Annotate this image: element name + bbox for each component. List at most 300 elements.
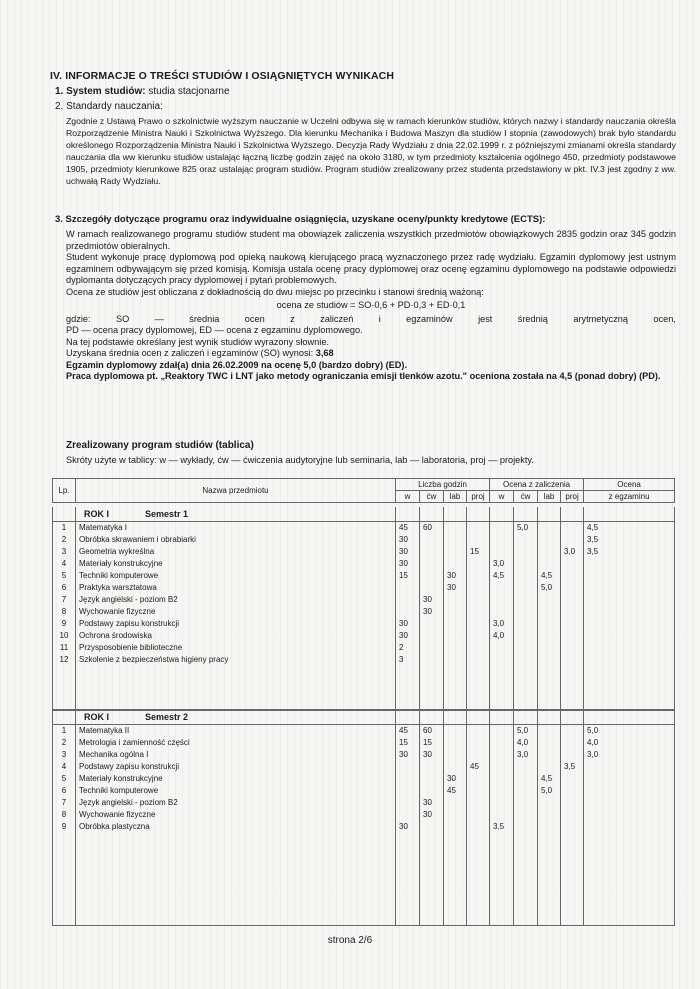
pass-grade-cw (514, 534, 538, 546)
pass-grade-lab (538, 761, 561, 773)
legend-word: SO (115, 313, 130, 324)
hours-w: 30 (396, 821, 420, 833)
pass-grade-lab (538, 522, 561, 535)
pass-grade-lab (538, 546, 561, 558)
hours-lab: 30 (444, 773, 467, 785)
pass-grade-w: 4,0 (490, 630, 514, 642)
row-number: 9 (53, 821, 76, 833)
pass-grade-lab (538, 618, 561, 630)
legend-word: egzaminów (406, 313, 453, 324)
program-paragraph-2: Student wykonuje pracę dyplomową pod opieką naukową kierującego pracą wyznaczonego przez radę wydziału. Egzamin dyplomowy jest ustnym egzaminem odbywającym się przed komisją. Komisja ustala ocenę pracy dyplomowej oraz ocenę egzaminu dyplomowego na podstawie odpowiedzi dyplomanta dotyczących pracy dyplomowej i pytań problemowych. (66, 252, 676, 285)
pass-grade-w (490, 546, 514, 558)
pass-grade-cw (514, 570, 538, 582)
hours-w: 30 (396, 749, 420, 761)
table-row (53, 606, 675, 618)
pass-grade-w (490, 797, 514, 809)
row-number: 1 (53, 522, 76, 535)
hours-w (396, 809, 420, 821)
header-hours-w: w (396, 491, 420, 503)
exam-grade (584, 558, 675, 570)
subject-name: Wychowanie fizyczne (76, 606, 396, 618)
pass-grade-lab (538, 725, 561, 738)
hours-w: 15 (396, 737, 420, 749)
header-pass-cw: ćw (514, 491, 538, 503)
subject-name: Materiały konstrukcyjne (76, 773, 396, 785)
hours-cw: 30 (420, 749, 444, 761)
hours-cw (420, 570, 444, 582)
study-system-value: studia stacjonarne (145, 86, 230, 97)
hours-cw: 30 (420, 797, 444, 809)
exam-grade (584, 654, 675, 666)
year-label: ROK I (84, 712, 110, 722)
pass-grade-proj (561, 606, 584, 618)
hours-proj (467, 570, 490, 582)
diploma-thesis: Praca dyplomowa pt. „Reaktory TWC i LNT jako metody ograniczania emisji tlenków azotu." oceniona została na 4,5 (ponad dobry) (PD). (66, 371, 661, 381)
hours-proj (467, 725, 490, 738)
legend-word: jest (478, 313, 493, 324)
pass-grade-w (490, 642, 514, 654)
hours-proj (467, 582, 490, 594)
hours-proj (467, 630, 490, 642)
exam-grade (584, 761, 675, 773)
hours-cw (420, 618, 444, 630)
header-pass-proj: proj (561, 491, 584, 503)
pass-grade-cw (514, 654, 538, 666)
pass-grade-w: 3,0 (490, 618, 514, 630)
hours-lab (444, 809, 467, 821)
hours-w (396, 606, 420, 618)
pass-grade-cw (514, 785, 538, 797)
pass-grade-w (490, 749, 514, 761)
subject-name: Techniki komputerowe (76, 785, 396, 797)
pass-grade-proj (561, 773, 584, 785)
section-title: IV. INFORMACJE O TREŚCI STUDIÓW I OSIĄGNIĘTYCH WYNIKACH (50, 70, 395, 82)
hours-cw (420, 582, 444, 594)
pass-grade-w (490, 534, 514, 546)
table-row (53, 654, 675, 666)
pass-grade-proj (561, 594, 584, 606)
header-hours-proj: proj (467, 491, 490, 503)
subject-name: Podstawy zapisu konstrukcji (76, 761, 396, 773)
hours-proj (467, 785, 490, 797)
pass-grade-w: 3,5 (490, 821, 514, 833)
subject-name: Język angielski - poziom B2 (76, 797, 396, 809)
year-label: ROK I (84, 509, 110, 519)
pass-grade-proj (561, 785, 584, 797)
table-header (52, 478, 675, 503)
pass-grade-w (490, 582, 514, 594)
table-row (53, 725, 675, 738)
legend-word: średnia (189, 313, 220, 324)
pass-grade-cw: 5,0 (514, 725, 538, 738)
hours-cw (420, 546, 444, 558)
table-row (53, 821, 675, 833)
pass-grade-cw (514, 582, 538, 594)
header-pass-lab: lab (538, 491, 561, 503)
hours-w: 30 (396, 534, 420, 546)
hours-lab (444, 761, 467, 773)
legend-word: ocen (244, 313, 265, 324)
average-grade-value: 3,68 (315, 348, 334, 358)
table-row (53, 630, 675, 642)
hours-cw (420, 558, 444, 570)
subject-name: Geometria wykreślna (76, 546, 396, 558)
row-number: 2 (53, 737, 76, 749)
exam-grade (584, 582, 675, 594)
hours-proj (467, 821, 490, 833)
pass-grade-proj: 3,5 (561, 761, 584, 773)
hours-w (396, 761, 420, 773)
subject-name: Matematyka I (76, 522, 396, 535)
hours-lab: 30 (444, 582, 467, 594)
table-row (53, 594, 675, 606)
teaching-standards-heading: 2. Standardy nauczania: (55, 101, 163, 112)
semester-header-row (53, 507, 675, 522)
hours-cw (420, 630, 444, 642)
hours-cw (420, 642, 444, 654)
average-grade (66, 348, 676, 360)
pass-grade-cw (514, 594, 538, 606)
hours-lab (444, 642, 467, 654)
hours-cw: 60 (420, 725, 444, 738)
hours-lab (444, 618, 467, 630)
pass-grade-lab (538, 654, 561, 666)
subject-name: Szkolenie z bezpieczeństwa higieny pracy (76, 654, 396, 666)
hours-lab (444, 546, 467, 558)
pass-grade-w (490, 725, 514, 738)
subject-name: Podstawy zapisu konstrukcji (76, 618, 396, 630)
exam-grade (584, 773, 675, 785)
hours-w: 30 (396, 618, 420, 630)
hours-w (396, 582, 420, 594)
exam-grade (584, 606, 675, 618)
pass-grade-proj (561, 522, 584, 535)
subject-name: Metrologia i zamienność części (76, 737, 396, 749)
subject-name: Matematyka II (76, 725, 396, 738)
hours-w: 30 (396, 630, 420, 642)
row-number: 11 (53, 642, 76, 654)
hours-proj (467, 737, 490, 749)
pass-grade-lab (538, 809, 561, 821)
table-row (53, 809, 675, 821)
pass-grade-proj (561, 558, 584, 570)
pass-grade-w (490, 606, 514, 618)
pass-grade-cw (514, 558, 538, 570)
header-subject-name: Nazwa przedmiotu (76, 479, 396, 503)
pass-grade-lab (538, 821, 561, 833)
row-number: 8 (53, 809, 76, 821)
pass-grade-lab (538, 642, 561, 654)
header-pass-w: w (490, 491, 514, 503)
hours-proj (467, 797, 490, 809)
hours-proj (467, 558, 490, 570)
hours-cw (420, 654, 444, 666)
pass-grade-lab (538, 737, 561, 749)
semester-header-row (53, 710, 675, 725)
pass-grade-w (490, 761, 514, 773)
pass-grade-lab: 5,0 (538, 785, 561, 797)
subject-name: Mechanika ogólna I (76, 749, 396, 761)
hours-cw (420, 821, 444, 833)
table-row (53, 546, 675, 558)
semester-table (52, 709, 675, 926)
hours-w: 30 (396, 546, 420, 558)
program-details (66, 229, 676, 383)
pass-grade-proj (561, 809, 584, 821)
subject-name: Obróbka plastyczna (76, 821, 396, 833)
row-number: 10 (53, 630, 76, 642)
header-pass-grade: Ocena z zaliczenia (490, 479, 584, 491)
pass-grade-cw (514, 630, 538, 642)
pass-grade-lab (538, 606, 561, 618)
subject-name: Przysposobienie biblioteczne (76, 642, 396, 654)
hours-lab (444, 630, 467, 642)
pass-grade-proj (561, 570, 584, 582)
legend-word: — (154, 313, 164, 324)
pass-grade-proj: 3,0 (561, 546, 584, 558)
formula-legend-line (66, 314, 676, 326)
row-number: 4 (53, 761, 76, 773)
row-number: 3 (53, 749, 76, 761)
row-number: 5 (53, 773, 76, 785)
exam-grade (584, 797, 675, 809)
table-row (53, 522, 675, 535)
program-paragraph-3: Ocena ze studiów jest obliczana z dokładnością do dwu miejsc po przecinku i stanowi średnią ważoną: (66, 286, 484, 297)
header-hours-cw: ćw (420, 491, 444, 503)
table-row (53, 737, 675, 749)
pass-grade-w: 3,0 (490, 558, 514, 570)
subject-name: Wychowanie fizyczne (76, 809, 396, 821)
hours-w (396, 773, 420, 785)
exam-grade: 3,0 (584, 749, 675, 761)
pass-grade-cw: 3,0 (514, 749, 538, 761)
hours-lab (444, 654, 467, 666)
teaching-standards-text: Zgodnie z Ustawą Prawo o szkolnictwie wyższym nauczanie w Uczelni odbywa się w ramach kierunków studiów, których nazwy i standardy nauczania określa Rozporządzenie Ministra Nauki i Szkolnictwa Wyższego. Dla kierunku Mechanika i Budowa Maszyn dla studiów I stopnia (zawodowych) brak było standardu określonego Rozporządzenia Ministra Nauki i Szkolnictwa Wyższego. Decyzja Rady Wydziału z dnia 22.02.1999 r. z późniejszymi zmianami określa standardy nauczania dla ww kierunku studiów ustalając łączną liczbę godzin zajęć na około 3180, w tym przedmioty kształcenia ogólnego 450, przedmioty podstawowe 1905, przedmioty kierunkowe 825 oraz ustalając program studiów. Program studiów zrealizowany przez studenta przedstawiony w pkt. IV.3 jest zgodny z ww. uchwałą Rady Wydziału. (66, 116, 676, 186)
hours-lab (444, 797, 467, 809)
header-hours: Liczba godzin (396, 479, 490, 491)
program-paragraph-5: Na tej podstawie określany jest wynik studiów wyrazony słownie. (66, 336, 329, 347)
hours-lab (444, 594, 467, 606)
formula-legend-continued: PD — ocena pracy dyplomowej, ED — ocena z egzaminu dyplomowego. (66, 325, 363, 335)
pass-grade-proj (561, 749, 584, 761)
hours-lab (444, 821, 467, 833)
semester-label: Semestr 1 (145, 509, 189, 519)
legend-word: gdzie: (66, 313, 91, 324)
header-lp: Lp. (53, 479, 76, 503)
pass-grade-cw: 5,0 (514, 522, 538, 535)
pass-grade-cw (514, 761, 538, 773)
header-exam-grade: Ocena (584, 479, 675, 491)
pass-grade-lab: 4,5 (538, 570, 561, 582)
subject-name: Techniki komputerowe (76, 570, 396, 582)
pass-grade-cw (514, 606, 538, 618)
pass-grade-lab (538, 630, 561, 642)
diploma-exam: Egzamin dyplomowy zdał(a) dnia 26.02.2009 na ocenę 5,0 (bardzo dobry) (ED). (66, 359, 408, 370)
hours-proj: 45 (467, 761, 490, 773)
hours-proj (467, 618, 490, 630)
hours-w (396, 594, 420, 606)
table-filler (53, 833, 675, 926)
semester-label: Semestr 2 (145, 712, 189, 722)
hours-lab (444, 749, 467, 761)
table-filler (53, 666, 675, 711)
legend-word: z (290, 313, 295, 324)
hours-cw (420, 773, 444, 785)
pass-grade-cw (514, 773, 538, 785)
hours-proj (467, 749, 490, 761)
hours-proj (467, 522, 490, 535)
hours-lab (444, 725, 467, 738)
hours-lab (444, 737, 467, 749)
table-row (53, 618, 675, 630)
table-row (53, 749, 675, 761)
row-number: 4 (53, 558, 76, 570)
study-system-label: 1. System studiów: (55, 86, 146, 97)
pass-grade-w: 4,5 (490, 570, 514, 582)
table-row (53, 570, 675, 582)
table-row (53, 797, 675, 809)
hours-cw (420, 761, 444, 773)
hours-proj (467, 534, 490, 546)
program-details-heading: 3. Szczegóły dotyczące programu oraz indywidualne osiągnięcia, uzyskane oceny/punkty kredytowe (ECTS): (55, 214, 546, 225)
hours-cw: 30 (420, 809, 444, 821)
hours-cw: 15 (420, 737, 444, 749)
pass-grade-w (490, 737, 514, 749)
exam-grade (584, 642, 675, 654)
exam-grade (584, 821, 675, 833)
exam-grade: 5,0 (584, 725, 675, 738)
row-number: 7 (53, 594, 76, 606)
hours-proj (467, 606, 490, 618)
pass-grade-cw (514, 797, 538, 809)
pass-grade-cw (514, 642, 538, 654)
legend-word: zaliczeń (320, 313, 354, 324)
row-number: 5 (53, 570, 76, 582)
hours-cw (420, 534, 444, 546)
pass-grade-w (490, 773, 514, 785)
hours-lab (444, 522, 467, 535)
pass-grade-cw (514, 809, 538, 821)
hours-w: 30 (396, 558, 420, 570)
row-number: 6 (53, 785, 76, 797)
row-number: 1 (53, 725, 76, 738)
pass-grade-w (490, 809, 514, 821)
hours-cw: 60 (420, 522, 444, 535)
pass-grade-proj (561, 821, 584, 833)
pass-grade-lab: 4,5 (538, 773, 561, 785)
hours-proj (467, 809, 490, 821)
pass-grade-lab (538, 749, 561, 761)
average-grade-label: Uzyskana średnia ocen z zaliczeń i egzaminów (SO) wynosi: (66, 348, 316, 358)
hours-lab (444, 534, 467, 546)
hours-lab: 45 (444, 785, 467, 797)
table-row (53, 642, 675, 654)
exam-grade: 4,0 (584, 737, 675, 749)
hours-w (396, 785, 420, 797)
exam-grade (584, 570, 675, 582)
table-row (53, 534, 675, 546)
legend-word: ocen, (653, 313, 676, 324)
hours-w: 15 (396, 570, 420, 582)
exam-grade (584, 618, 675, 630)
hours-proj (467, 642, 490, 654)
exam-grade (584, 785, 675, 797)
legend-word: i (378, 313, 381, 324)
pass-grade-w (490, 785, 514, 797)
header-hours-lab: lab (444, 491, 467, 503)
page-number: strona 2/6 (327, 935, 373, 946)
pass-grade-cw (514, 546, 538, 558)
exam-grade: 3,5 (584, 534, 675, 546)
hours-w: 2 (396, 642, 420, 654)
pass-grade-lab (538, 594, 561, 606)
pass-grade-proj (561, 618, 584, 630)
pass-grade-w (490, 654, 514, 666)
table-row (53, 761, 675, 773)
pass-grade-lab (538, 534, 561, 546)
legend-word: arytmetyczną (573, 313, 628, 324)
row-number: 3 (53, 546, 76, 558)
pass-grade-lab (538, 797, 561, 809)
hours-proj: 15 (467, 546, 490, 558)
header-exam-grade-sub: z egzaminu (584, 491, 675, 503)
pass-grade-lab (538, 558, 561, 570)
hours-lab (444, 558, 467, 570)
pass-grade-proj (561, 725, 584, 738)
hours-w: 3 (396, 654, 420, 666)
row-number: 2 (53, 534, 76, 546)
hours-proj (467, 773, 490, 785)
pass-grade-w (490, 594, 514, 606)
pass-grade-proj (561, 642, 584, 654)
row-number: 6 (53, 582, 76, 594)
table-row (53, 582, 675, 594)
hours-lab (444, 606, 467, 618)
exam-grade: 3,5 (584, 546, 675, 558)
table-row (53, 773, 675, 785)
table-row (53, 558, 675, 570)
subject-name: Materiały konstrukcyjne (76, 558, 396, 570)
pass-grade-proj (561, 534, 584, 546)
pass-grade-proj (561, 797, 584, 809)
pass-grade-lab: 5,0 (538, 582, 561, 594)
program-paragraph-1: W ramach realizowanego programu studiów student ma obowiązek zaliczenia wszystkich przedmiotów obowiązkowych 2835 godzin oraz 345 godzin przedmiotów obieralnych. (66, 229, 676, 251)
hours-w: 45 (396, 522, 420, 535)
semester-table (52, 507, 675, 711)
row-number: 12 (53, 654, 76, 666)
legend-word: średnią (517, 313, 548, 324)
hours-lab: 30 (444, 570, 467, 582)
pass-grade-cw (514, 821, 538, 833)
row-number: 7 (53, 797, 76, 809)
hours-cw: 30 (420, 594, 444, 606)
hours-proj (467, 654, 490, 666)
pass-grade-proj (561, 630, 584, 642)
table-row (53, 785, 675, 797)
hours-w (396, 797, 420, 809)
hours-w: 45 (396, 725, 420, 738)
pass-grade-cw (514, 618, 538, 630)
row-number: 9 (53, 618, 76, 630)
exam-grade: 4,5 (584, 522, 675, 535)
subject-name: Obróbka skrawaniem i obrabiarki (76, 534, 396, 546)
grade-formula: ocena ze studiów = SO·0,6 + PD·0,3 + ED·0,1 (276, 300, 466, 310)
hours-cw (420, 785, 444, 797)
subject-name: Ochrona środowiska (76, 630, 396, 642)
hours-cw: 30 (420, 606, 444, 618)
exam-grade (584, 809, 675, 821)
pass-grade-cw: 4,0 (514, 737, 538, 749)
